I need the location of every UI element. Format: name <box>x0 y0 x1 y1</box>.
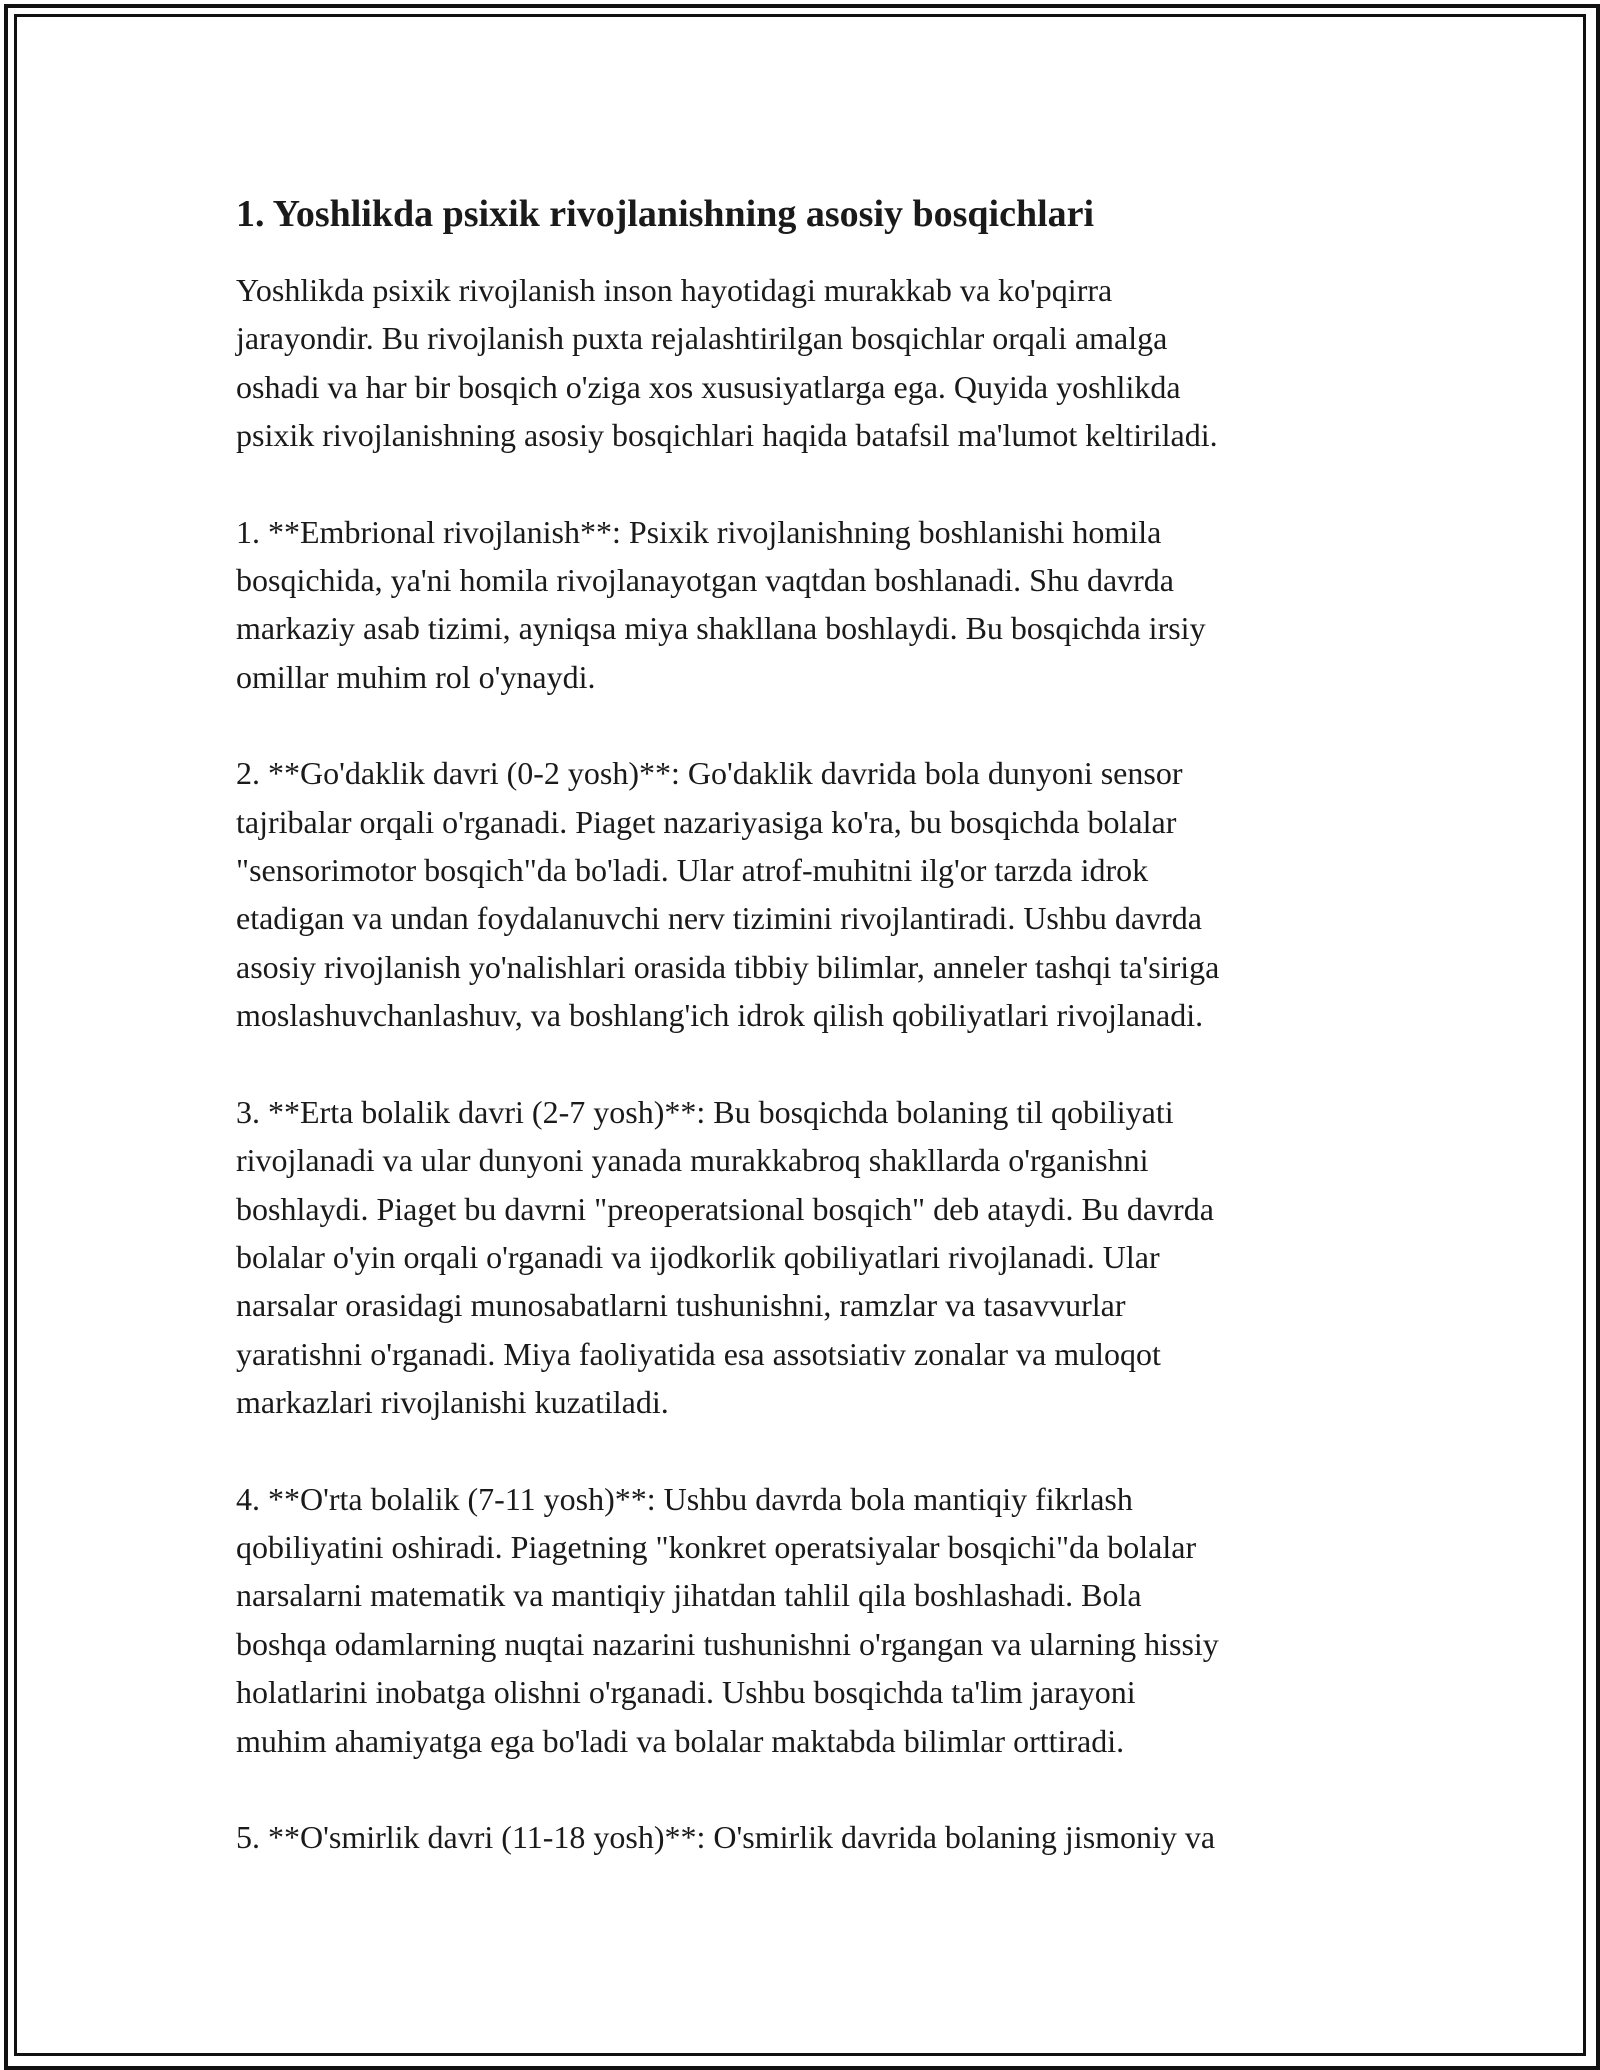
intro-paragraph: Yoshlikda psixik rivojlanish inson hayotidagi murakkab va ko'pqirra jarayondir. Bu rivojlanish puxta rejalashtirilgan bosqichlar orqali amalga oshadi va har bir bosqich o'ziga xos xususiyatlarga ega. Quyida yoshlikda psixik rivojlanishning asosiy bosqichlari haqida batafsil ma'lumot keltiriladi. <box>236 272 1218 454</box>
stage-early-childhood-paragraph: 3. **Erta bolalik davri (2-7 yosh)**: Bu bosqichda bolaning til qobiliyati rivojlanadi va ular dunyoni yanada murakkabroq shakllarda o'rganishni boshlaydi. Piaget bu davrni "preoperatsional bosqich" deb ataydi. Bu davrda bolalar o'yin orqali o'rganadi va ijodkorlik qobiliyatlari rivojlanadi. Ular narsalar orasidagi munosabatlarni tushunishni, ramzlar va tasavvurlar yaratishni o'rganadi. Miya faoliyatida esa assotsiativ zonalar va muloqot markazlari rivojlanishi kuzatiladi. <box>236 1093 1214 1421</box>
stage-embryonic-paragraph: 1. **Embrional rivojlanish**: Psixik rivojlanishning boshlanishi homila bosqichida, ya'ni homila rivojlanayotgan vaqtdan boshlanadi. Shu davrda markaziy asab tizimi, ayniqsa miya shakllana boshlaydi. Bu bosqichda irsiy omillar muhim rol o'ynaydi. <box>236 513 1206 695</box>
section-heading: 1. Yoshlikda psixik rivojlanishning asosiy bosqichlari <box>236 193 1095 235</box>
stage-middle-childhood-paragraph: 4. **O'rta bolalik (7-11 yosh)**: Ushbu davrda bola mantiqiy fikrlash qobiliyatini oshiradi. Piagetning "konkret operatsiyalar bosqichi"da bolalar narsalarni matematik va mantiqiy jihatdan tahlil qila boshlashadi. Bola boshqa odamlarning nuqtai nazarini tushunishni o'rgangan va ularning hissiy holatlarini inobatga olishni o'rganadi. Ushbu bosqichda ta'lim jarayoni muhim ahamiyatga ega bo'ladi va bolalar maktabda bilimlar orttiradi. <box>236 1480 1219 1759</box>
stage-infancy-paragraph: 2. **Go'daklik davri (0-2 yosh)**: Go'daklik davrida bola dunyoni sensor tajribalar orqali o'rganadi. Piaget nazariyasiga ko'ra, bu bosqichda bolalar "sensorimotor bosqich"da bo'ladi. Ular atrof-muhitni ilg'or tarzda idrok etadigan va undan foydalanuvchi nerv tizimini rivojlantiradi. Ushbu davrda asosiy rivojlanish yo'nalishlari orasida tibbiy bilimlar, anneler tashqi ta'siriga moslashuvchanlashuv, va boshlang'ich idrok qilish qobiliyatlari rivojlanadi. <box>236 755 1220 1034</box>
document-body <box>236 188 1386 1909</box>
stage-adolescence-paragraph: 5. **O'smirlik davri (11-18 yosh)**: O'smirlik davrida bolaning jismoniy va <box>236 1818 1216 1855</box>
